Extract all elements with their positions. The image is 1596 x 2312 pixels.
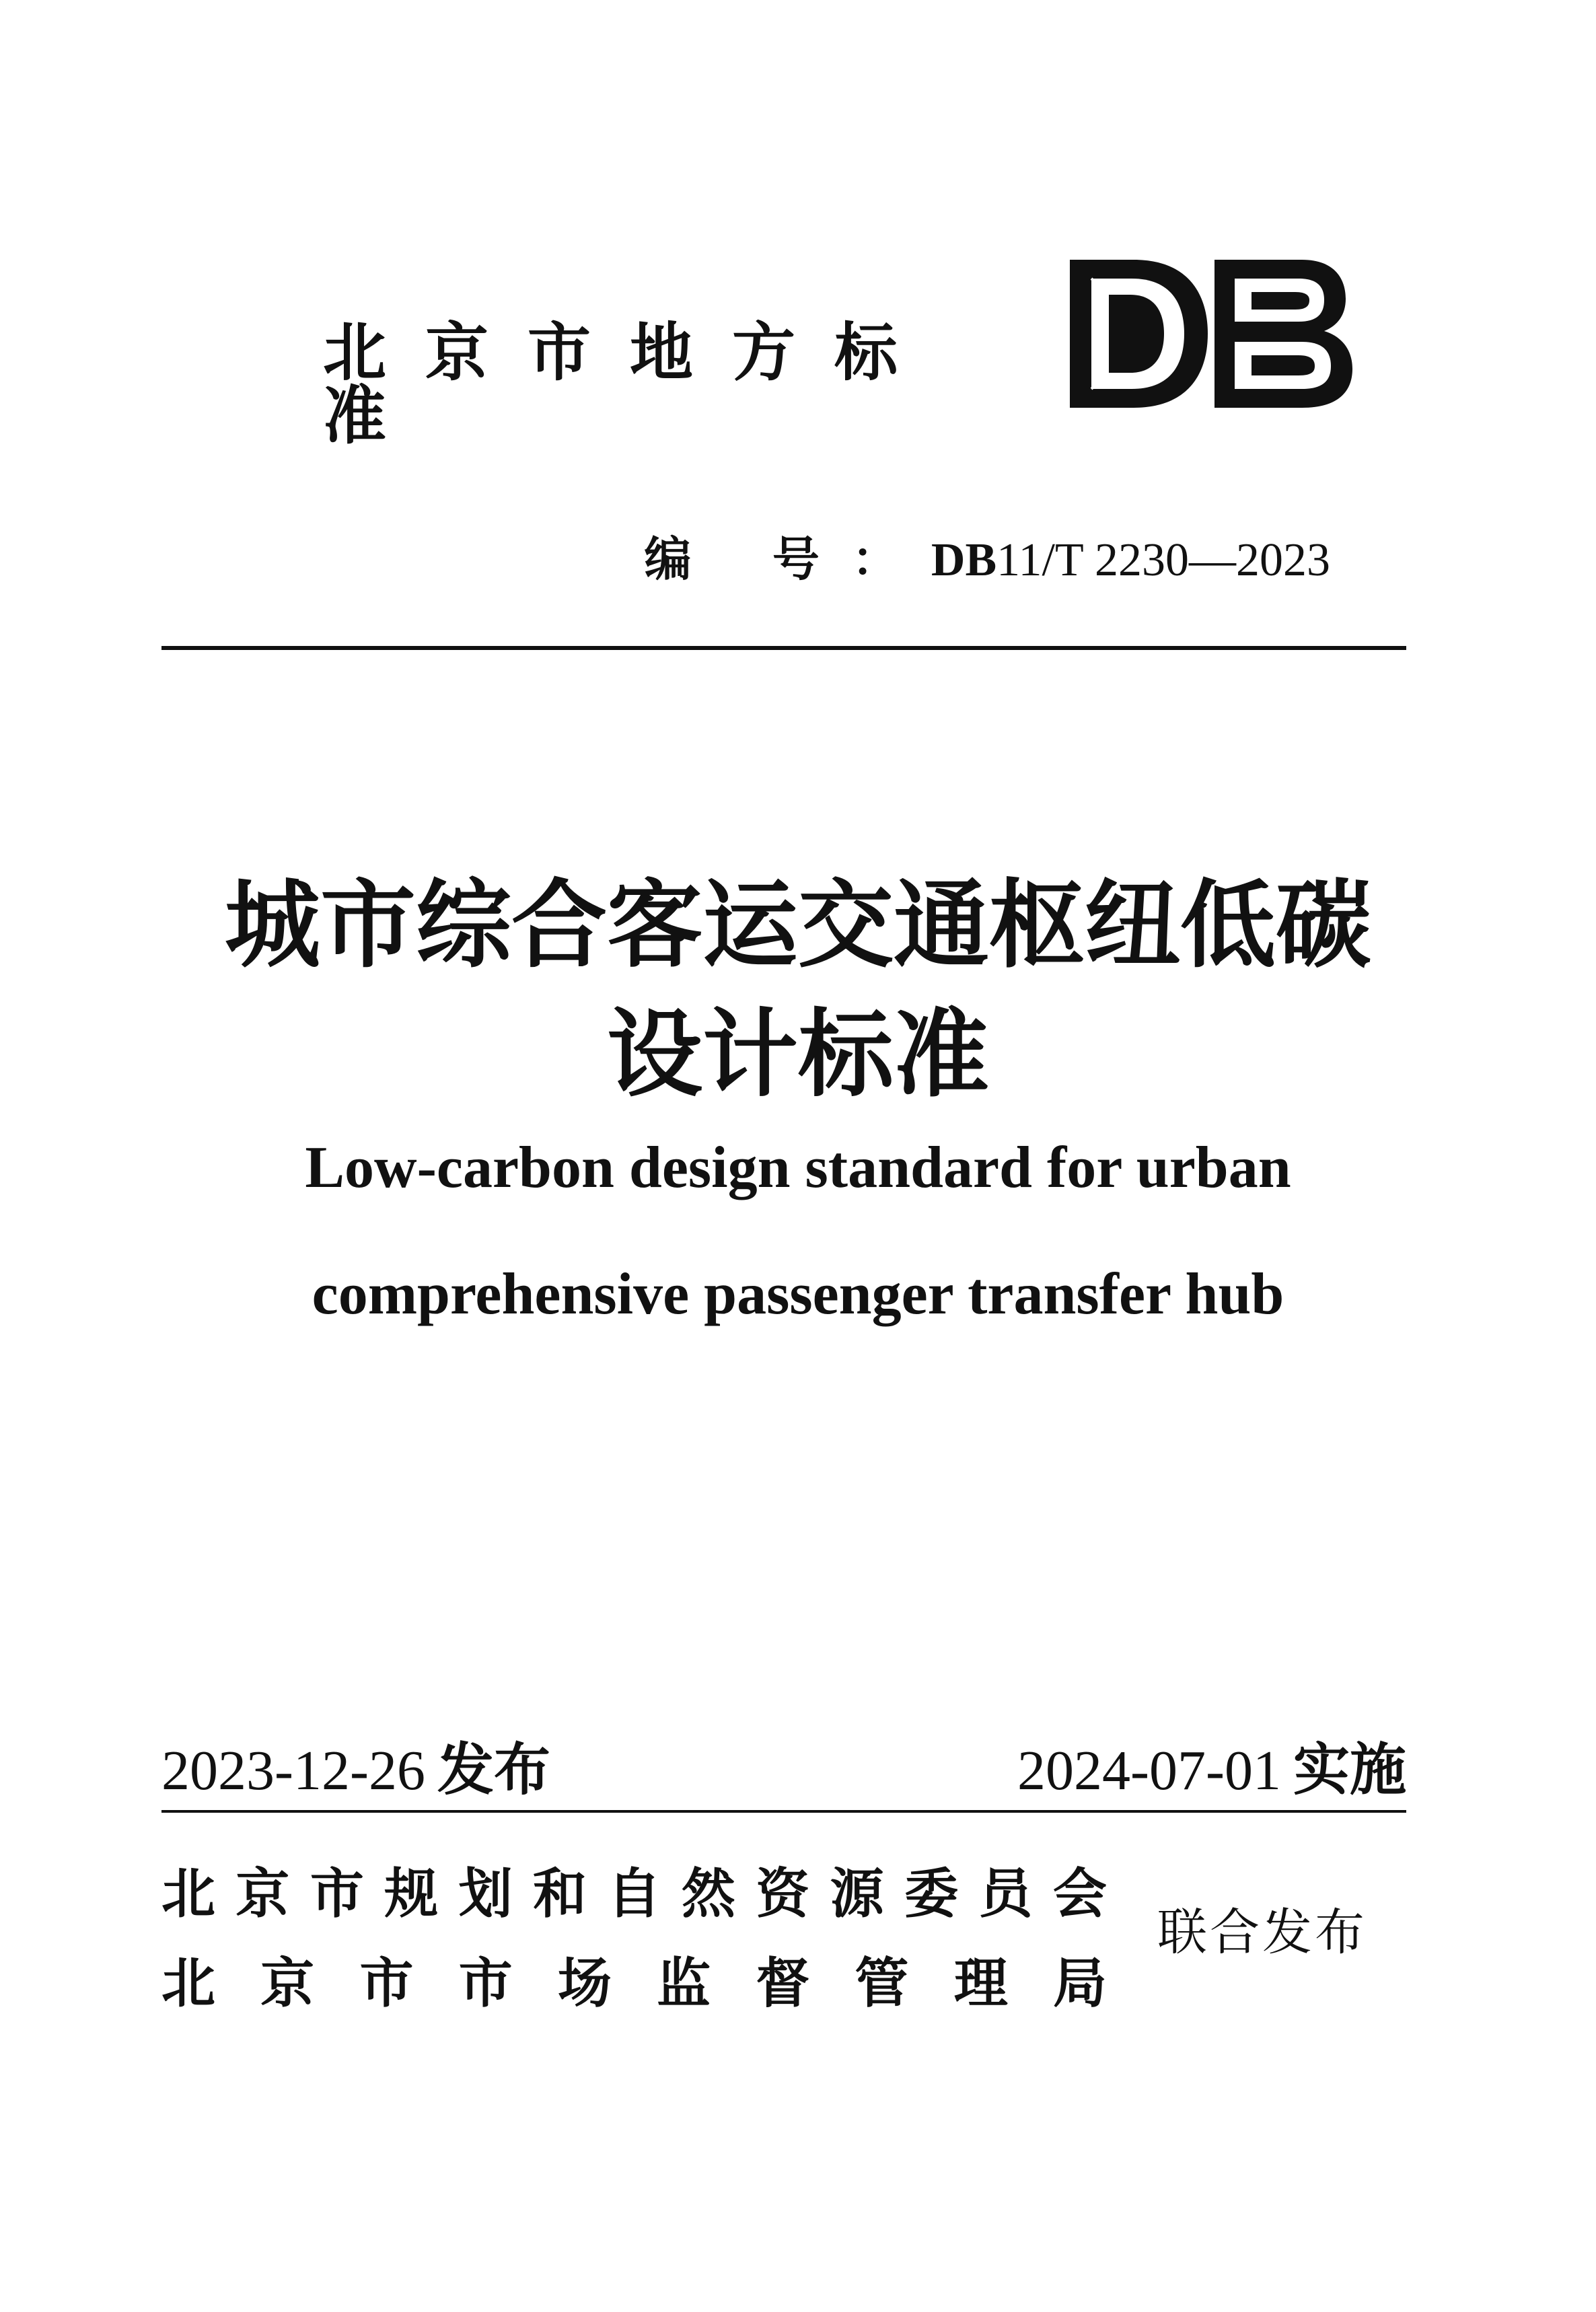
- issuer-char: 源: [830, 1863, 884, 1925]
- joint-issue-label: 联合发布: [1157, 1904, 1367, 1961]
- issuer-char: 场: [557, 1952, 612, 2015]
- issuer-char: 市: [310, 1863, 364, 1925]
- issuer-market-supervision: [161, 1952, 1107, 2015]
- issuer-char: 委: [904, 1863, 959, 1925]
- issuer-char: 市: [458, 1952, 513, 2015]
- title-chinese-line-1: 城市综合客运交通枢纽低碳: [225, 870, 1371, 981]
- implementation-date-value: 2024-07-01: [1017, 1739, 1281, 1802]
- issuer-char: 北: [161, 1863, 215, 1925]
- issuer-char: 理: [953, 1952, 1008, 2015]
- standard-number-value: [931, 534, 1330, 586]
- issuer-char: 然: [681, 1863, 735, 1925]
- issue-date-value: 2023-12-26: [161, 1739, 425, 1802]
- top-divider: [161, 646, 1406, 650]
- standard-number-rest: 11/T 2230—2023: [996, 534, 1330, 586]
- issue-date-label: 发布: [437, 1737, 550, 1803]
- issuer-char: 规: [384, 1863, 439, 1925]
- db-logo: [1070, 260, 1352, 408]
- issuer-char: 资: [756, 1863, 810, 1925]
- issuer-char: 管: [855, 1952, 909, 2015]
- implementation-date: [1017, 1737, 1406, 1803]
- standard-number: [644, 532, 1330, 587]
- issuer-char: 北: [161, 1952, 215, 2015]
- bottom-divider: [161, 1810, 1406, 1813]
- title-english-line-2: comprehensive passenger transfer hub: [312, 1262, 1284, 1327]
- standard-number-label: 编 号：: [644, 532, 931, 587]
- title-chinese-line-2: 设计标准: [607, 999, 989, 1110]
- issue-date: [161, 1737, 550, 1803]
- issuer-char: 京: [235, 1863, 290, 1925]
- issuer-char: 和: [533, 1863, 587, 1925]
- issuer-char: 划: [458, 1863, 513, 1925]
- issuer-char: 会: [1052, 1863, 1107, 1925]
- standard-type-heading: 北京市地方标准: [323, 316, 937, 453]
- issuer-char: 局: [1052, 1952, 1107, 2015]
- title-english-line-1: Low-carbon design standard for urban: [305, 1135, 1291, 1200]
- implementation-date-label: 实施: [1293, 1737, 1406, 1803]
- issuer-char: 市: [359, 1952, 414, 2015]
- issuer-char: 京: [260, 1952, 315, 2015]
- issuer-char: 员: [978, 1863, 1033, 1925]
- issuer-planning-commission: [161, 1863, 1107, 1925]
- standard-number-prefix: DB: [931, 534, 997, 586]
- issuer-char: 自: [607, 1863, 661, 1925]
- issuer-char: 督: [756, 1952, 810, 2015]
- title-chinese: [0, 861, 1596, 1120]
- issuer-char: 监: [657, 1952, 711, 2015]
